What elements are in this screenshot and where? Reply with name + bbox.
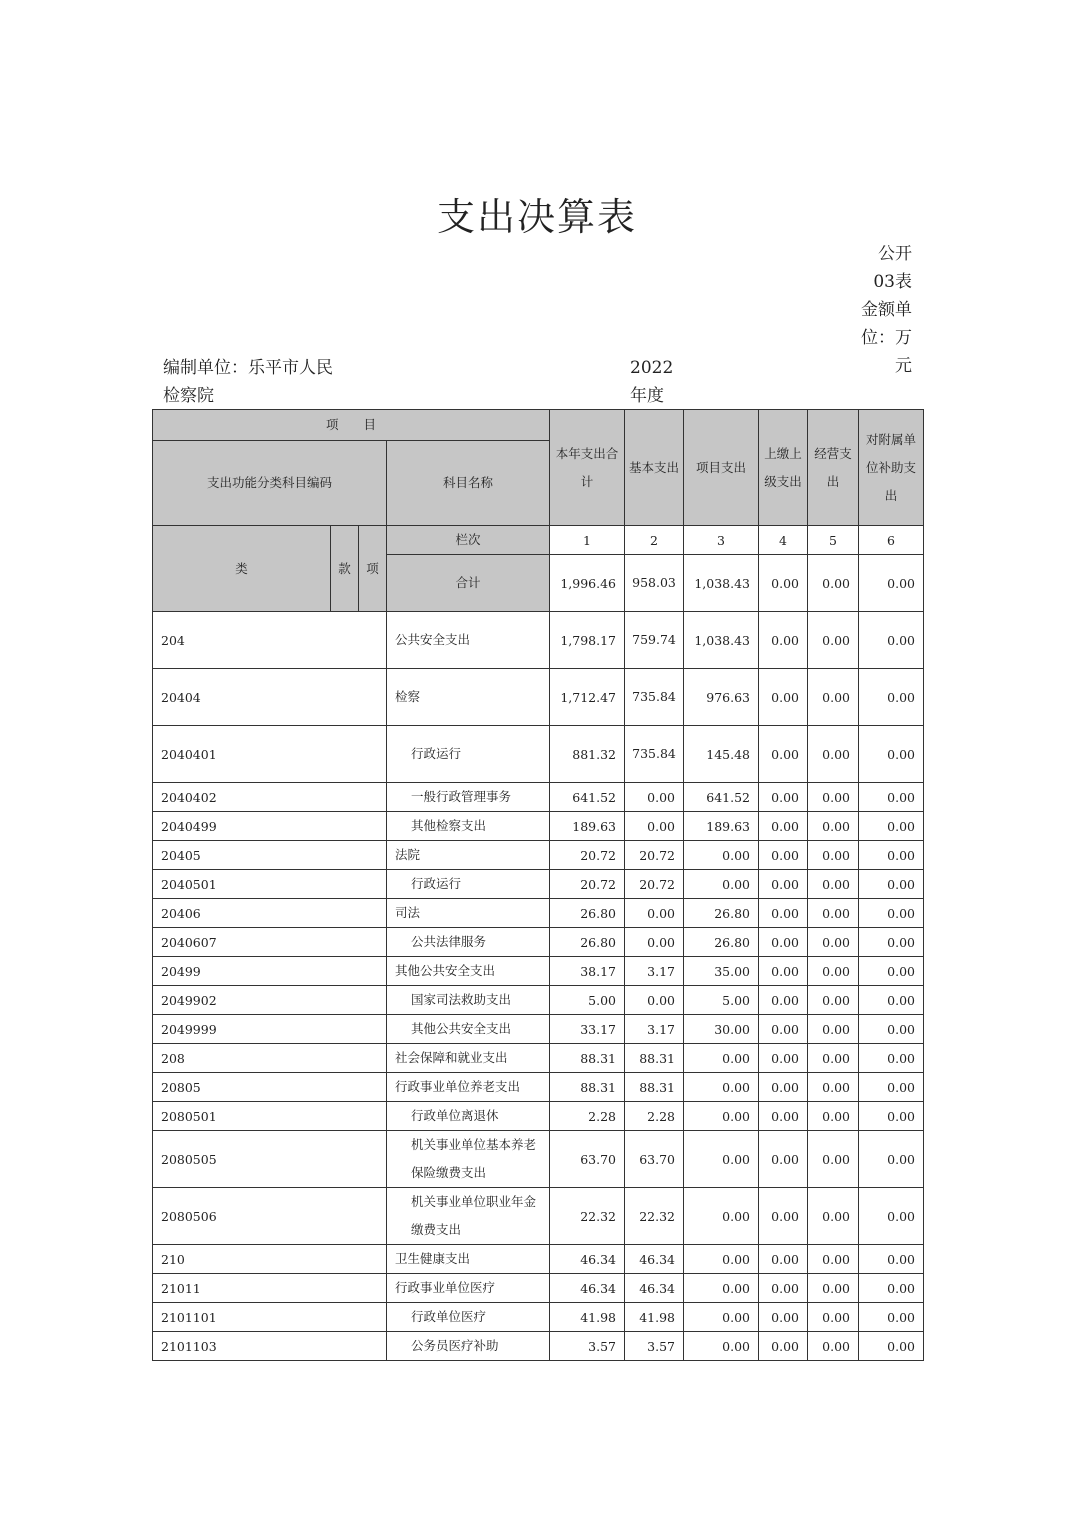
row-project: 26.80 xyxy=(684,928,759,957)
row-subject-name: 国家司法救助支出 xyxy=(387,986,550,1015)
row-total: 88.31 xyxy=(550,1044,625,1073)
row-subject-name: 公务员医疗补助 xyxy=(387,1332,550,1361)
row-basic: 0.00 xyxy=(625,899,684,928)
row-basic: 3.17 xyxy=(625,1015,684,1044)
row-code: 208 xyxy=(153,1044,387,1073)
header-upper: 上缴上级支出 xyxy=(759,410,808,526)
row-total: 189.63 xyxy=(550,812,625,841)
row-subsidy: 0.00 xyxy=(859,1332,924,1361)
row-business: 0.00 xyxy=(808,986,859,1015)
header-business: 经营支出 xyxy=(808,410,859,526)
row-total: 88.31 xyxy=(550,1073,625,1102)
row-basic: 0.00 xyxy=(625,783,684,812)
row-code: 20406 xyxy=(153,899,387,928)
expenditure-table xyxy=(152,409,924,1361)
row-basic: 2.28 xyxy=(625,1102,684,1131)
row-subject-name: 机关事业单位职业年金缴费支出 xyxy=(387,1188,550,1245)
col-index: 2 xyxy=(625,526,684,555)
amount-unit: 金额单位：万元 xyxy=(861,300,912,376)
row-total: 38.17 xyxy=(550,957,625,986)
col-index: 5 xyxy=(808,526,859,555)
table-row xyxy=(153,899,924,928)
table-row xyxy=(153,1073,924,1102)
sum-label: 合计 xyxy=(387,555,550,612)
table-row xyxy=(153,928,924,957)
row-code: 2040402 xyxy=(153,783,387,812)
row-subsidy: 0.00 xyxy=(859,1188,924,1245)
row-code: 20405 xyxy=(153,841,387,870)
row-total: 881.32 xyxy=(550,726,625,783)
table-row xyxy=(153,1102,924,1131)
row-business: 0.00 xyxy=(808,812,859,841)
row-project: 0.00 xyxy=(684,1073,759,1102)
header-xiang: 项 xyxy=(359,526,387,612)
row-subsidy: 0.00 xyxy=(859,841,924,870)
row-code: 20499 xyxy=(153,957,387,986)
sum-subsidy: 0.00 xyxy=(859,555,924,612)
table-row xyxy=(153,669,924,726)
row-upper: 0.00 xyxy=(759,1332,808,1361)
header-lanci: 栏次 xyxy=(387,526,550,555)
row-project: 0.00 xyxy=(684,870,759,899)
row-subject-name: 司法 xyxy=(387,899,550,928)
row-upper: 0.00 xyxy=(759,1131,808,1188)
row-total: 2.28 xyxy=(550,1102,625,1131)
row-business: 0.00 xyxy=(808,1044,859,1073)
row-code: 2040501 xyxy=(153,870,387,899)
row-subsidy: 0.00 xyxy=(859,1274,924,1303)
row-subsidy: 0.00 xyxy=(859,1131,924,1188)
table-row xyxy=(153,957,924,986)
sum-basic: 958.03 xyxy=(625,555,684,612)
table-row xyxy=(153,1044,924,1073)
row-subject-name: 行政单位医疗 xyxy=(387,1303,550,1332)
table-row xyxy=(153,612,924,669)
header-kuan: 款 xyxy=(331,526,359,612)
row-business: 0.00 xyxy=(808,1073,859,1102)
header-project-expense: 项目支出 xyxy=(684,410,759,526)
row-business: 0.00 xyxy=(808,1245,859,1274)
row-code: 2080501 xyxy=(153,1102,387,1131)
row-project: 0.00 xyxy=(684,841,759,870)
page-title: 支出决算表 xyxy=(436,195,637,239)
row-business: 0.00 xyxy=(808,612,859,669)
row-subsidy: 0.00 xyxy=(859,726,924,783)
col-index: 4 xyxy=(759,526,808,555)
row-basic: 46.34 xyxy=(625,1274,684,1303)
row-upper: 0.00 xyxy=(759,783,808,812)
row-project: 145.48 xyxy=(684,726,759,783)
row-total: 63.70 xyxy=(550,1131,625,1188)
row-basic: 0.00 xyxy=(625,986,684,1015)
row-business: 0.00 xyxy=(808,928,859,957)
table-row xyxy=(153,1131,924,1188)
row-project: 0.00 xyxy=(684,1245,759,1274)
row-upper: 0.00 xyxy=(759,1245,808,1274)
compiling-unit: 编制单位：乐平市人民检察院 xyxy=(163,358,333,406)
col-index: 6 xyxy=(859,526,924,555)
row-project: 1,038.43 xyxy=(684,612,759,669)
table-row xyxy=(153,783,924,812)
row-upper: 0.00 xyxy=(759,1188,808,1245)
row-total: 1,712.47 xyxy=(550,669,625,726)
row-upper: 0.00 xyxy=(759,986,808,1015)
row-basic: 41.98 xyxy=(625,1303,684,1332)
row-code: 2080506 xyxy=(153,1188,387,1245)
col-index: 3 xyxy=(684,526,759,555)
row-upper: 0.00 xyxy=(759,1102,808,1131)
table-row xyxy=(153,1188,924,1245)
row-total: 41.98 xyxy=(550,1303,625,1332)
row-total: 33.17 xyxy=(550,1015,625,1044)
table-row xyxy=(153,1303,924,1332)
table-row xyxy=(153,870,924,899)
row-upper: 0.00 xyxy=(759,812,808,841)
row-code: 21011 xyxy=(153,1274,387,1303)
row-subsidy: 0.00 xyxy=(859,928,924,957)
row-business: 0.00 xyxy=(808,726,859,783)
row-subsidy: 0.00 xyxy=(859,612,924,669)
row-business: 0.00 xyxy=(808,1015,859,1044)
row-upper: 0.00 xyxy=(759,1073,808,1102)
row-project: 0.00 xyxy=(684,1188,759,1245)
row-subsidy: 0.00 xyxy=(859,812,924,841)
header-lei: 类 xyxy=(153,526,331,612)
row-subject-name: 行政运行 xyxy=(387,870,550,899)
form-number: 公开03表 xyxy=(873,244,912,292)
row-basic: 20.72 xyxy=(625,841,684,870)
row-business: 0.00 xyxy=(808,870,859,899)
row-basic: 0.00 xyxy=(625,928,684,957)
row-code: 210 xyxy=(153,1245,387,1274)
table-row xyxy=(153,1332,924,1361)
row-code: 204 xyxy=(153,612,387,669)
row-subject-name: 机关事业单位基本养老保险缴费支出 xyxy=(387,1131,550,1188)
row-total: 26.80 xyxy=(550,899,625,928)
row-total: 46.34 xyxy=(550,1245,625,1274)
row-project: 0.00 xyxy=(684,1102,759,1131)
row-subsidy: 0.00 xyxy=(859,899,924,928)
table-row xyxy=(153,1245,924,1274)
row-subsidy: 0.00 xyxy=(859,1303,924,1332)
row-subject-name: 社会保障和就业支出 xyxy=(387,1044,550,1073)
row-project: 189.63 xyxy=(684,812,759,841)
row-business: 0.00 xyxy=(808,1332,859,1361)
row-upper: 0.00 xyxy=(759,726,808,783)
row-total: 3.57 xyxy=(550,1332,625,1361)
row-upper: 0.00 xyxy=(759,957,808,986)
sum-business: 0.00 xyxy=(808,555,859,612)
row-subsidy: 0.00 xyxy=(859,669,924,726)
row-subsidy: 0.00 xyxy=(859,1015,924,1044)
row-subject-name: 检察 xyxy=(387,669,550,726)
row-basic: 3.17 xyxy=(625,957,684,986)
sum-total: 1,996.46 xyxy=(550,555,625,612)
row-upper: 0.00 xyxy=(759,870,808,899)
row-subsidy: 0.00 xyxy=(859,1102,924,1131)
row-upper: 0.00 xyxy=(759,1274,808,1303)
table-row xyxy=(153,726,924,783)
row-business: 0.00 xyxy=(808,1131,859,1188)
sum-project: 1,038.43 xyxy=(684,555,759,612)
row-total: 1,798.17 xyxy=(550,612,625,669)
row-subject-name: 行政单位离退休 xyxy=(387,1102,550,1131)
row-subsidy: 0.00 xyxy=(859,986,924,1015)
row-basic: 20.72 xyxy=(625,870,684,899)
row-total: 20.72 xyxy=(550,841,625,870)
row-subject-name: 法院 xyxy=(387,841,550,870)
row-project: 0.00 xyxy=(684,1044,759,1073)
row-subsidy: 0.00 xyxy=(859,1073,924,1102)
row-total: 641.52 xyxy=(550,783,625,812)
row-basic: 88.31 xyxy=(625,1044,684,1073)
row-code: 2040499 xyxy=(153,812,387,841)
row-subject-name: 行政事业单位养老支出 xyxy=(387,1073,550,1102)
row-subject-name: 一般行政管理事务 xyxy=(387,783,550,812)
row-code: 2101101 xyxy=(153,1303,387,1332)
row-subsidy: 0.00 xyxy=(859,1245,924,1274)
row-project: 0.00 xyxy=(684,1332,759,1361)
row-code: 2049902 xyxy=(153,986,387,1015)
fiscal-year: 2022年度 xyxy=(630,358,674,406)
row-subject-name: 卫生健康支出 xyxy=(387,1245,550,1274)
row-basic: 759.74 xyxy=(625,612,684,669)
row-basic: 3.57 xyxy=(625,1332,684,1361)
row-subject-name: 其他公共安全支出 xyxy=(387,957,550,986)
sum-upper: 0.00 xyxy=(759,555,808,612)
header-subject-name: 科目名称 xyxy=(387,441,550,526)
row-subject-name: 公共安全支出 xyxy=(387,612,550,669)
row-upper: 0.00 xyxy=(759,899,808,928)
row-code: 2049999 xyxy=(153,1015,387,1044)
row-subject-name: 其他公共安全支出 xyxy=(387,1015,550,1044)
row-upper: 0.00 xyxy=(759,669,808,726)
row-upper: 0.00 xyxy=(759,1044,808,1073)
row-code: 2101103 xyxy=(153,1332,387,1361)
row-basic: 22.32 xyxy=(625,1188,684,1245)
row-basic: 735.84 xyxy=(625,726,684,783)
row-total: 5.00 xyxy=(550,986,625,1015)
row-project: 30.00 xyxy=(684,1015,759,1044)
table-row xyxy=(153,986,924,1015)
row-subsidy: 0.00 xyxy=(859,783,924,812)
row-total: 22.32 xyxy=(550,1188,625,1245)
table-row xyxy=(153,812,924,841)
row-upper: 0.00 xyxy=(759,1303,808,1332)
table-row xyxy=(153,1274,924,1303)
row-code: 2040401 xyxy=(153,726,387,783)
table-row xyxy=(153,841,924,870)
row-business: 0.00 xyxy=(808,1274,859,1303)
row-project: 641.52 xyxy=(684,783,759,812)
row-upper: 0.00 xyxy=(759,612,808,669)
col-index: 1 xyxy=(550,526,625,555)
row-basic: 46.34 xyxy=(625,1245,684,1274)
row-business: 0.00 xyxy=(808,669,859,726)
form-meta xyxy=(860,240,912,380)
row-business: 0.00 xyxy=(808,1188,859,1245)
row-project: 976.63 xyxy=(684,669,759,726)
row-basic: 0.00 xyxy=(625,812,684,841)
row-subject-name: 行政事业单位医疗 xyxy=(387,1274,550,1303)
row-business: 0.00 xyxy=(808,899,859,928)
row-total: 46.34 xyxy=(550,1274,625,1303)
row-basic: 88.31 xyxy=(625,1073,684,1102)
row-subsidy: 0.00 xyxy=(859,1044,924,1073)
row-basic: 63.70 xyxy=(625,1131,684,1188)
row-code: 2040607 xyxy=(153,928,387,957)
row-subject-name: 其他检察支出 xyxy=(387,812,550,841)
header-total: 本年支出合计 xyxy=(550,410,625,526)
row-project: 0.00 xyxy=(684,1274,759,1303)
header-project: 项 目 xyxy=(153,410,550,441)
header-code-group: 支出功能分类科目编码 xyxy=(153,441,387,526)
row-upper: 0.00 xyxy=(759,928,808,957)
row-upper: 0.00 xyxy=(759,841,808,870)
row-code: 20404 xyxy=(153,669,387,726)
row-project: 35.00 xyxy=(684,957,759,986)
row-project: 5.00 xyxy=(684,986,759,1015)
row-code: 20805 xyxy=(153,1073,387,1102)
row-business: 0.00 xyxy=(808,1102,859,1131)
row-project: 0.00 xyxy=(684,1303,759,1332)
row-upper: 0.00 xyxy=(759,1015,808,1044)
header-subsidy: 对附属单位补助支出 xyxy=(859,410,924,526)
row-business: 0.00 xyxy=(808,783,859,812)
row-total: 20.72 xyxy=(550,870,625,899)
row-business: 0.00 xyxy=(808,1303,859,1332)
row-subsidy: 0.00 xyxy=(859,957,924,986)
header-basic: 基本支出 xyxy=(625,410,684,526)
row-project: 26.80 xyxy=(684,899,759,928)
row-project: 0.00 xyxy=(684,1131,759,1188)
row-basic: 735.84 xyxy=(625,669,684,726)
row-subsidy: 0.00 xyxy=(859,870,924,899)
table-row xyxy=(153,1015,924,1044)
row-business: 0.00 xyxy=(808,957,859,986)
row-total: 26.80 xyxy=(550,928,625,957)
row-subject-name: 行政运行 xyxy=(387,726,550,783)
row-subject-name: 公共法律服务 xyxy=(387,928,550,957)
row-business: 0.00 xyxy=(808,841,859,870)
row-code: 2080505 xyxy=(153,1131,387,1188)
